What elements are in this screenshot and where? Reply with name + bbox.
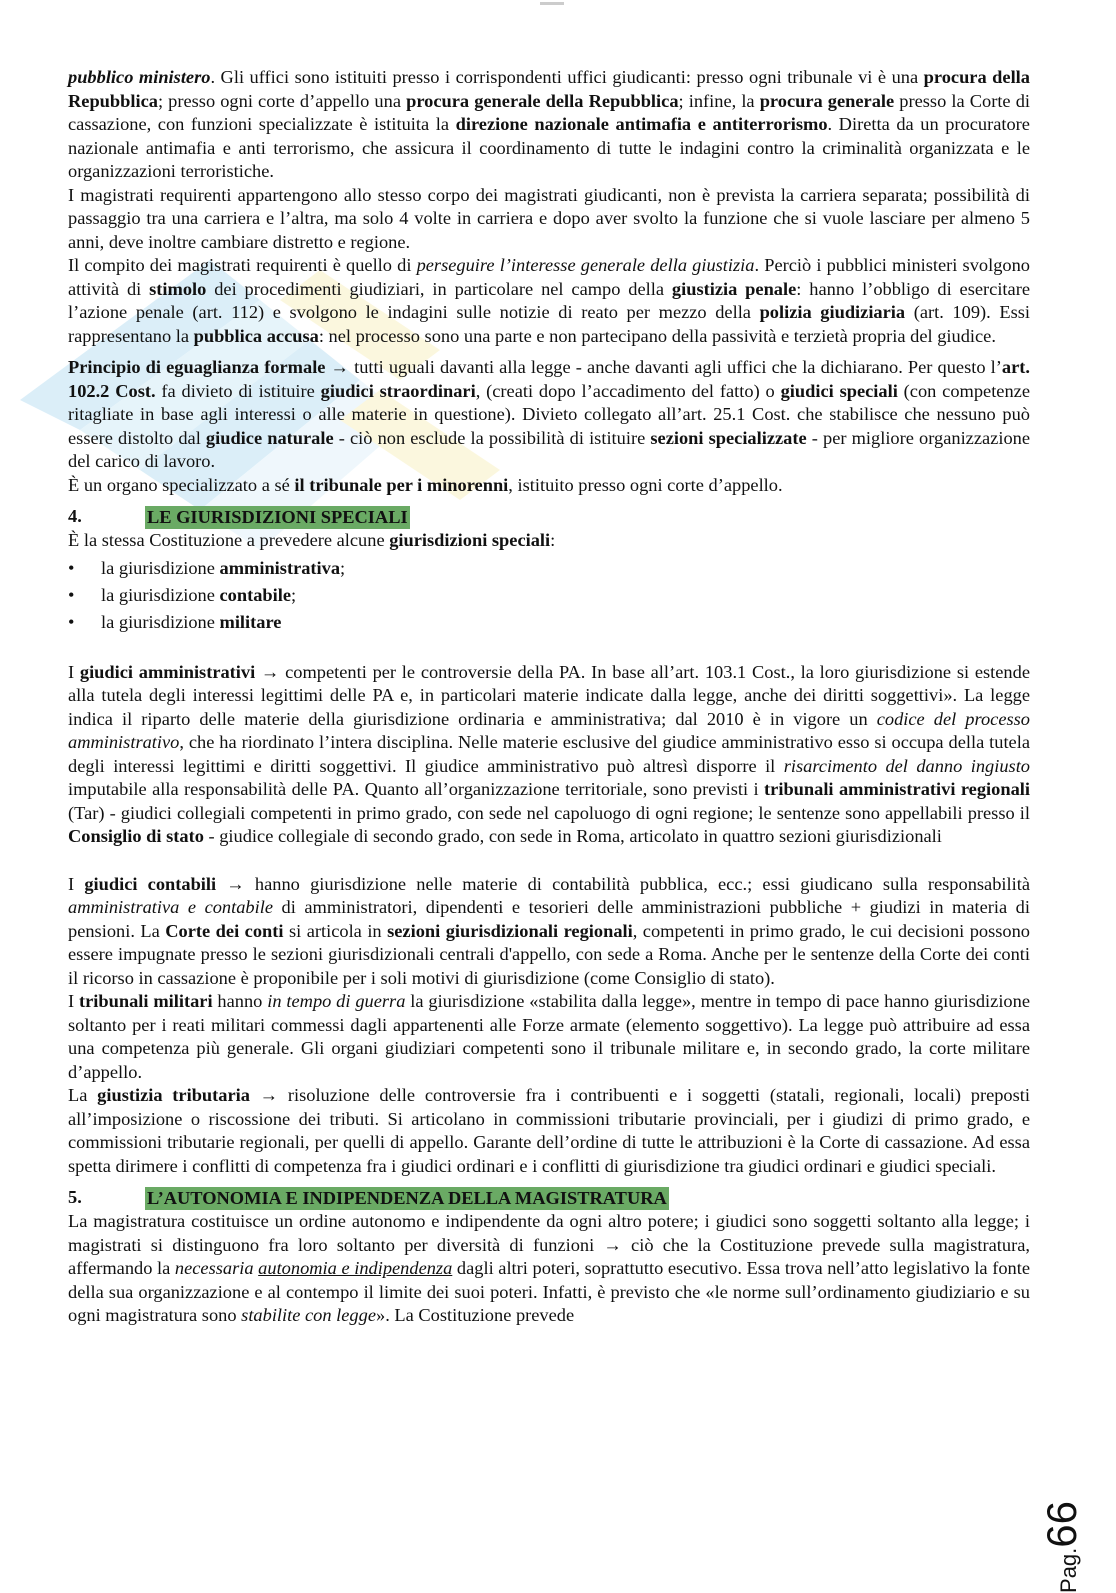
text-run: dagli altri poteri, soprattutto esecutivo. Essa trova nell’atto legislativo la fonte della sua organizzazione e al contempo il limite dei suoi poteri. Infatti, è previsto che «le norme sull’ordinamento giudiziario e su ogni magistratura sono bbox=[68, 1258, 1030, 1325]
text-run: risarcimento del danno ingiusto bbox=[783, 755, 1030, 776]
text-run: - ciò non esclude la possibilità di istituire bbox=[333, 427, 651, 448]
text-run: fa divieto di istituire bbox=[155, 380, 321, 401]
paragraph bbox=[68, 474, 1030, 498]
text-run: → competenti per le controversie della PA. In base all’art. 103.1 Cost., la loro giurisdizione si estende alla tutela degli interessi legittimi delle PA e, in particolari materie indicate dalla legge, anche dei diritti soggettivi». La legge indica il riparto delle materie della giurisdizione ordinaria e amministrativa; dal 2010 è in vigore un bbox=[68, 661, 1030, 729]
text-run: necessaria bbox=[174, 1258, 259, 1278]
text-run: I magistrati requirenti appartengono allo stesso corpo dei magistrati giudicanti, non è prevista la carriera separata; possibilità di passaggio tra una carriera e l’altra, ma solo 4 volte in carriera e dopo aver svolto la funzione che si vuole lasciare per almeno 5 anni, deve inoltre cambiare distretto e regione. bbox=[68, 184, 1030, 252]
text-run: giudici contabili bbox=[84, 873, 217, 894]
list-item bbox=[68, 583, 1030, 610]
section-title: LE GIURISDIZIONI SPECIALI bbox=[147, 506, 408, 527]
text-run: amministrativa e contabile bbox=[68, 897, 274, 917]
list-item-text bbox=[101, 611, 281, 635]
text-run: La bbox=[68, 1085, 98, 1105]
page-number-label: Pag. bbox=[1056, 1547, 1081, 1593]
text-run: la giurisdizione «stabilita dalla legge», mentre in tempo di pace hanno giurisdizione soltanto per i reati militari commessi dagli appartenenti alle Forze armate (elemento soggettivo). La legge può attribuire ad essa una competenza più generale. Gli organi giudiziari competenti sono il tribunale militare e, in secondo grado, la corte militare d’appello. bbox=[68, 991, 1030, 1082]
text-run: I bbox=[68, 991, 79, 1011]
list-item bbox=[68, 556, 1030, 583]
text-run: codice del processo amministrativo bbox=[68, 708, 1030, 752]
bullet-icon: • bbox=[68, 612, 75, 633]
section-title: L’AUTONOMIA E INDIPENDENZA DELLA MAGISTRATURA bbox=[147, 1187, 667, 1208]
text-run: I bbox=[68, 873, 85, 894]
list-item-text bbox=[101, 584, 296, 608]
text-run: il tribunale per i minorenni bbox=[294, 474, 509, 495]
paragraph bbox=[68, 990, 1030, 1084]
bullet-icon: • bbox=[68, 585, 75, 606]
text-run: art. 102.2 Cost. bbox=[68, 357, 1031, 401]
text-run: sezioni specializzate bbox=[650, 427, 807, 448]
section-number: 4. bbox=[68, 506, 82, 527]
text-run: in tempo di guerra bbox=[267, 991, 406, 1011]
text-run: È la stessa Costituzione a prevedere alcune bbox=[68, 530, 390, 550]
text-run: stabilite con legge bbox=[241, 1305, 376, 1325]
text-run: ; presso ogni corte d’appello una bbox=[157, 90, 407, 111]
text-run: , istituito presso ogni corte d’appello. bbox=[508, 474, 783, 495]
text-run: ; bbox=[291, 585, 297, 606]
page-number-value: 66 bbox=[1038, 1501, 1085, 1548]
text-run: I bbox=[68, 661, 80, 682]
bullet-icon: • bbox=[68, 558, 75, 579]
text-run: autonomia e indipendenza bbox=[258, 1258, 453, 1278]
bullet-list bbox=[68, 556, 1030, 637]
text-run: presso la Corte di cassazione, con funzioni specializzate è istituita la bbox=[68, 90, 1030, 134]
text-run: procura generale bbox=[759, 90, 895, 111]
text-run: . Perciò i pubblici ministeri svolgono attività di bbox=[68, 255, 1030, 299]
paragraph bbox=[68, 66, 1030, 184]
text-run: pubblica accusa bbox=[193, 325, 319, 346]
paragraph bbox=[68, 873, 1030, 991]
paragraph bbox=[68, 661, 1030, 849]
text-run: pubblico ministero bbox=[68, 67, 211, 87]
text-run: la giurisdizione bbox=[101, 558, 220, 579]
text-run: Il compito dei magistrati requirenti è quello di bbox=[68, 255, 417, 275]
text-run: (Tar) - giudici collegiali competenti in primo grado, con sede nel capoluogo di ogni regione; le sentenze sono appellabili presso il bbox=[68, 802, 1030, 823]
text-run: , (creati dopo l’accadimento del fatto) o bbox=[475, 380, 781, 401]
paragraph bbox=[68, 1084, 1030, 1178]
text-run: dei procedimenti giudiziari, in particolare nel campo della bbox=[206, 278, 672, 299]
text-run: → risoluzione delle controversie fra i contribuenti e i soggetti (statali, regionali, locali) preposti all’imposizione o riscossione dei tributi. Si articolano in commissioni tributarie provinciali, per i giudizi di primo grado, e commissioni tributarie regionali, per quelli di appello. Garante dell’ordine di tutte le attribuzioni è la Corte di cassazione. Ad essa spetta dirimere i conflitti di competenza fra i giudici ordinari e i conflitti di giurisdizione tra giudici ordinari e giudici speciali. bbox=[68, 1085, 1030, 1176]
text-run: giustizia penale bbox=[671, 278, 797, 299]
page-top-mark bbox=[540, 2, 564, 5]
text-run: procura generale della Repubblica bbox=[406, 90, 679, 111]
list-item bbox=[68, 610, 1030, 637]
text-run: È un organo specializzato a sé bbox=[68, 474, 295, 495]
text-run: . Gli uffici sono istituiti presso i corrispondenti uffici giudicanti: presso ogni tribunale vi è una bbox=[210, 67, 924, 87]
text-run: direzione nazionale antimafia e antiterrorismo bbox=[455, 114, 828, 134]
text-run: contabile bbox=[219, 585, 292, 606]
text-run: Consiglio di stato bbox=[68, 826, 204, 846]
text-run: giudice naturale bbox=[205, 427, 334, 448]
text-run: Corte dei conti bbox=[165, 920, 284, 941]
text-run: → hanno giurisdizione nelle materie di contabilità pubblica, ecc.; essi giudicano sulla responsabilità bbox=[216, 873, 1030, 894]
text-run: stimolo bbox=[149, 278, 207, 299]
text-run: sezioni giurisdizionali regionali bbox=[387, 920, 633, 941]
text-run: (art. 109). Essi rappresentano la bbox=[68, 302, 1030, 346]
text-run: ». La Costituzione prevede bbox=[376, 1305, 575, 1325]
text-run: si articola in bbox=[283, 920, 388, 941]
text-run: ; infine, la bbox=[678, 90, 760, 111]
text-run: perseguire l’interesse generale della giustizia bbox=[416, 255, 755, 275]
text-run: - per migliore organizzazione del carico di lavoro. bbox=[68, 427, 1030, 471]
text-run: giustizia tributaria bbox=[97, 1085, 250, 1105]
text-run: giurisdizioni speciali bbox=[389, 530, 551, 550]
section-heading bbox=[68, 1186, 1030, 1210]
text-run: tribunali amministrativi regionali bbox=[764, 779, 1030, 799]
text-run: la giurisdizione bbox=[101, 585, 220, 606]
paragraph bbox=[68, 529, 1030, 553]
section-heading bbox=[68, 505, 1030, 529]
text-run: hanno bbox=[212, 991, 268, 1011]
text-run: La magistratura costituisce un ordine autonomo e indipendente da ogni altro potere; i giudici sono soggetti soltanto alla legge; i magistrati si distinguono fra loro soltanto per diversità di funzioni → ciò che la Costituzione prevede sulla magistratura, affermando la bbox=[68, 1211, 1030, 1278]
paragraph bbox=[68, 356, 1030, 474]
text-run: . Diretta da un procuratore nazionale antimafia e anti terrorismo, che assicura il coordinamento di tutte le indagini contro la criminalità organizzata e le organizzazioni terroristiche. bbox=[68, 114, 1030, 181]
text-run: (con competenze ritagliate in base agli interessi o alle materie in questione). Divieto collegato all’art. 25.1 Cost. che stabilisce che nessuno può essere distolto dal bbox=[68, 380, 1030, 448]
text-run: procura della Repubblica bbox=[68, 67, 1030, 111]
document-body bbox=[68, 66, 1030, 1328]
text-run: imputabile alla responsabilità delle PA. Quanto all’organizzazione territoriale, sono previsti i bbox=[68, 779, 765, 799]
text-run: militare bbox=[219, 612, 282, 633]
text-run: giudici speciali bbox=[780, 380, 898, 401]
text-run: polizia giudiziaria bbox=[759, 302, 906, 322]
page-number bbox=[1038, 1501, 1086, 1593]
paragraph bbox=[68, 254, 1030, 348]
text-run: - giudice collegiale di secondo grado, con sede in Roma, articolato in quattro sezioni giurisdizionali bbox=[203, 826, 942, 846]
paragraph bbox=[68, 1210, 1030, 1328]
text-run: amministrativa bbox=[219, 558, 341, 579]
paragraph bbox=[68, 184, 1030, 255]
list-item-text bbox=[101, 557, 345, 581]
text-run: Principio di eguaglianza formale bbox=[68, 357, 326, 377]
text-run: la giurisdizione bbox=[101, 612, 220, 633]
text-run: : bbox=[550, 530, 556, 550]
text-run: , competenti in primo grado, le cui decisioni possono essere impugnate presso le sezioni giurisdizionali centrali d'appello, con sede a Roma. Anche per le sentenze della Corte dei conti il ricorso in cassazione è proponibile per i soli motivi di giurisdizione (come Consiglio di stato). bbox=[68, 920, 1030, 988]
text-run: → tutti uguali davanti alla legge - anche davanti agli uffici che la dichiarano. Per questo l’ bbox=[325, 357, 1002, 377]
section-number: 5. bbox=[68, 1187, 82, 1208]
text-run: giudici straordinari bbox=[320, 380, 476, 401]
text-run: tribunali militari bbox=[78, 991, 213, 1011]
text-run: di amministratori, dipendenti e tesorieri delle amministrazioni pubbliche + giudizi in materia di pensioni. La bbox=[68, 897, 1030, 941]
text-run: , che ha riordinato l’intera disciplina. Nelle materie esclusive del giudice amministrativo esso si occupa della tutela degli interessi legittimi e diritti soggettivi. Il giudice amministrativo può altresì disporre il bbox=[68, 732, 1030, 776]
text-run: ; bbox=[340, 558, 346, 579]
text-run: giudici amministrativi bbox=[79, 661, 256, 682]
text-run: : nel processo sono una parte e non partecipano della passività e terzietà propria del giudice. bbox=[318, 325, 996, 346]
text-run: : hanno l’obbligo di esercitare l’azione penale (art. 112) e svolgono le indagini sulle notizie di reato per mezzo della bbox=[68, 278, 1030, 322]
